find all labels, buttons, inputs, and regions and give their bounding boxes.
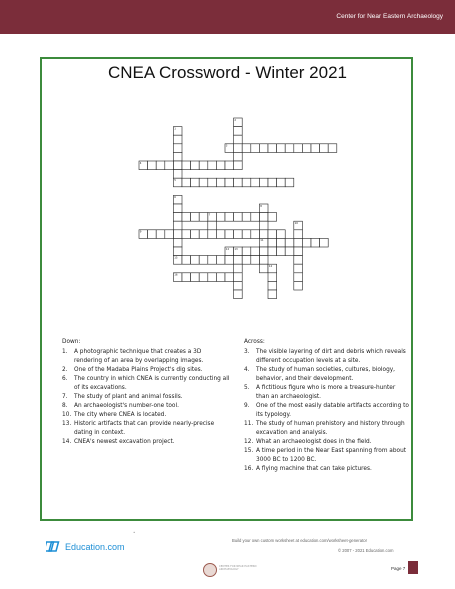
crossword-cell[interactable] — [294, 247, 303, 256]
crossword-cell[interactable] — [277, 144, 286, 153]
crossword-cell[interactable] — [156, 161, 165, 170]
crossword-cell[interactable] — [242, 213, 251, 222]
clue-number-label: 3 — [225, 144, 228, 148]
crossword-cell[interactable] — [259, 256, 268, 265]
crossword-cell[interactable] — [216, 213, 225, 222]
crossword-cell[interactable] — [277, 238, 286, 247]
crossword-cell[interactable] — [294, 273, 303, 282]
clue-text: A photographic technique that creates a 3D rendering of an area by overlapping images. — [74, 349, 204, 364]
crossword-cell[interactable] — [148, 161, 157, 170]
down-clue — [62, 402, 230, 411]
clue-text: The study of human societies, cultures, biology, behavior, and their development. — [256, 367, 396, 382]
down-heading: Down: — [62, 339, 81, 345]
cnea-seal-icon — [203, 563, 217, 577]
crossword-cell[interactable] — [208, 178, 217, 187]
crossword-cell[interactable] — [199, 161, 208, 170]
crossword-cell[interactable] — [294, 281, 303, 290]
clue-text: CNEA's newest excavation project. — [74, 439, 175, 445]
clue-number: 9. — [244, 403, 250, 409]
crossword-cell[interactable] — [285, 238, 294, 247]
crossword-cell[interactable] — [148, 230, 157, 239]
crossword-cell[interactable] — [259, 247, 268, 256]
clue-text: One of the most easily datable artifacts according to its typology. — [256, 403, 409, 418]
crossword-cell[interactable] — [277, 178, 286, 187]
crossword-cell[interactable] — [234, 144, 243, 153]
crossword-cell[interactable] — [199, 256, 208, 265]
across-clue — [244, 438, 410, 447]
crossword-cell[interactable] — [173, 144, 182, 153]
crossword-cell[interactable] — [234, 135, 243, 144]
clue-text: The study of plant and animal fossils. — [74, 394, 183, 400]
crossword-cell[interactable] — [182, 178, 191, 187]
clue-number: 14. — [62, 439, 72, 445]
clue-text: The country in which CNEA is currently conducting all of its excavations. — [74, 376, 230, 391]
crossword-cell[interactable] — [320, 238, 329, 247]
crossword-cell[interactable] — [268, 178, 277, 187]
crossword-cell[interactable] — [191, 273, 200, 282]
crossword-cell[interactable] — [251, 144, 260, 153]
crossword-cell[interactable] — [234, 290, 243, 299]
crossword-cell[interactable] — [156, 230, 165, 239]
crossword-cell[interactable] — [259, 178, 268, 187]
down-clue — [62, 411, 230, 420]
across-clue — [244, 465, 410, 474]
crossword-cell[interactable] — [182, 256, 191, 265]
crossword-cell[interactable] — [302, 144, 311, 153]
crossword-cell[interactable] — [259, 213, 268, 222]
crossword-cell[interactable] — [191, 230, 200, 239]
crossword-cell[interactable] — [268, 238, 277, 247]
clue-number: 1. — [62, 349, 68, 355]
crossword-cell[interactable] — [173, 170, 182, 179]
crossword-cell[interactable] — [173, 152, 182, 161]
clue-number-label: 16 — [174, 273, 178, 277]
crossword-cell[interactable] — [199, 178, 208, 187]
crossword-cell[interactable] — [259, 144, 268, 153]
clue-number-label: 9 — [139, 230, 142, 234]
crossword-cell[interactable] — [216, 161, 225, 170]
crossword-cell[interactable] — [225, 230, 234, 239]
education-brand: Education.com — [65, 541, 125, 552]
crossword-cell[interactable] — [173, 221, 182, 230]
clue-number: 16. — [244, 466, 254, 472]
crossword-cell[interactable] — [251, 256, 260, 265]
clue-number-label: 2 — [234, 118, 237, 122]
crossword-cell[interactable] — [268, 290, 277, 299]
crossword-cell[interactable] — [242, 247, 251, 256]
crossword-cell[interactable] — [268, 247, 277, 256]
crossword-cell[interactable] — [277, 247, 286, 256]
crossword-cell[interactable] — [311, 144, 320, 153]
crossword-cell[interactable] — [165, 230, 174, 239]
clue-text: An archaeologist's number-one tool. — [74, 403, 179, 409]
clue-number-label: 10 — [294, 222, 298, 225]
clue-number: 12. — [244, 439, 254, 445]
clue-text: The visible layering of dirt and debris which reveals different occupation levels at a site. — [256, 349, 406, 364]
crossword-cell[interactable] — [234, 152, 243, 161]
crossword-cell[interactable] — [216, 178, 225, 187]
crossword-cell[interactable] — [225, 213, 234, 222]
across-clues — [244, 338, 410, 474]
crossword-cell[interactable] — [191, 256, 200, 265]
crossword-cell[interactable] — [268, 213, 277, 222]
across-clue — [244, 366, 410, 384]
clue-number: 3. — [244, 349, 250, 355]
crossword-cell[interactable] — [277, 230, 286, 239]
clue-number: 11. — [244, 421, 254, 427]
crossword-cell[interactable] — [242, 178, 251, 187]
crossword-cell[interactable] — [268, 144, 277, 153]
clue-text: The study of human prehistory and history through excavation and analysis. — [256, 421, 405, 436]
clue-text: The city where CNEA is located. — [74, 412, 167, 418]
crossword-cell[interactable] — [173, 204, 182, 213]
crossword-cell[interactable] — [216, 273, 225, 282]
crossword-cell[interactable] — [285, 144, 294, 153]
crossword-cell[interactable] — [173, 161, 182, 170]
down-clue — [62, 375, 230, 393]
clue-text: A fictitious figure who is more a treasure-hunter than an archaeologist. — [256, 385, 396, 400]
page-marker — [408, 561, 418, 574]
crossword-cell[interactable] — [182, 230, 191, 239]
clue-number-label: 1 — [174, 127, 176, 131]
clue-text: A time period in the Near East spanning from about 3000 BC to 1200 BC. — [256, 448, 407, 463]
crossword-cell[interactable] — [208, 161, 217, 170]
clue-number-label: 7 — [208, 213, 211, 217]
crossword-cell[interactable] — [234, 127, 243, 136]
crossword-cell[interactable] — [173, 230, 182, 239]
crossword-cell[interactable] — [182, 213, 191, 222]
clue-number: 6. — [62, 376, 68, 382]
crossword-cell[interactable] — [268, 281, 277, 290]
clue-number: 7. — [62, 394, 68, 400]
crossword-cell[interactable] — [234, 281, 243, 290]
crossword-cell[interactable] — [234, 213, 243, 222]
clue-number-label: 14 — [268, 265, 273, 268]
crossword-cell[interactable] — [225, 273, 234, 282]
clue-number: 5. — [244, 385, 250, 391]
separator-dot: • — [133, 530, 136, 535]
clue-number-label: 5 — [174, 179, 176, 182]
org-name: Center for Near Eastern Archaeology — [336, 13, 443, 20]
crossword-cell[interactable] — [294, 230, 303, 239]
crossword-cell[interactable] — [225, 178, 234, 187]
crossword-cell[interactable] — [294, 238, 303, 247]
copyright-text: © 2007 - 2021 Education.com — [338, 548, 394, 553]
across-clue — [244, 402, 410, 420]
clue-number-label: 8 — [260, 204, 262, 208]
crossword-cell[interactable] — [173, 247, 182, 256]
crossword-cell[interactable] — [259, 221, 268, 230]
crossword-cell[interactable] — [173, 213, 182, 222]
clue-number: 15. — [244, 448, 254, 454]
clue-number-label: 15 — [174, 256, 178, 260]
crossword-cell[interactable] — [285, 178, 294, 187]
clue-number-label: 12 — [225, 247, 230, 251]
crossword-cell[interactable] — [259, 230, 268, 239]
down-clue — [62, 348, 230, 366]
clue-number-label: 11 — [260, 239, 264, 243]
down-clues — [62, 338, 230, 447]
crossword-cell[interactable] — [242, 230, 251, 239]
clue-number: 4. — [244, 367, 250, 373]
down-clue — [62, 438, 230, 447]
across-clue — [244, 420, 410, 438]
clue-text: One of the Madaba Plains Project's dig sites. — [74, 367, 203, 373]
crossword-cell[interactable] — [208, 273, 217, 282]
clue-text: What an archaeologist does in the field. — [256, 439, 372, 445]
crossword-cell[interactable] — [234, 230, 243, 239]
crossword-cell[interactable] — [328, 144, 337, 153]
clue-number: 8. — [62, 403, 68, 409]
education-logo-icon — [46, 540, 62, 553]
crossword-cell[interactable] — [216, 230, 225, 239]
crossword-cell[interactable] — [242, 144, 251, 153]
across-heading: Across: — [244, 339, 265, 345]
crossword-cell[interactable] — [173, 135, 182, 144]
crossword-cell[interactable] — [199, 230, 208, 239]
crossword-cell[interactable] — [199, 273, 208, 282]
crossword-cell[interactable] — [251, 230, 260, 239]
crossword-cell[interactable] — [191, 161, 200, 170]
clue-number: 10. — [62, 412, 72, 418]
across-clue — [244, 447, 410, 465]
crossword-cell[interactable] — [191, 178, 200, 187]
crossword-cell[interactable] — [242, 256, 251, 265]
down-clue — [62, 393, 230, 402]
crossword-cell[interactable] — [251, 178, 260, 187]
education-logo — [46, 540, 125, 553]
crossword-cell[interactable] — [234, 178, 243, 187]
crossword-cell[interactable] — [216, 256, 225, 265]
crossword-cell[interactable] — [285, 247, 294, 256]
crossword-cell[interactable] — [234, 256, 243, 265]
clue-number-label: 13 — [234, 247, 238, 251]
crossword-cell[interactable] — [199, 213, 208, 222]
clue-text: A flying machine that can take pictures. — [256, 466, 372, 472]
crossword-cell[interactable] — [191, 213, 200, 222]
crossword-cell[interactable] — [294, 264, 303, 273]
crossword-cell[interactable] — [182, 273, 191, 282]
crossword-cell[interactable] — [208, 221, 217, 230]
crossword-cell[interactable] — [251, 213, 260, 222]
crossword-cell[interactable] — [251, 247, 260, 256]
crossword-cell[interactable] — [320, 144, 329, 153]
seal-text: CENTER FOR NEAR EASTERN ARCHAEOLOGY — [219, 565, 257, 571]
crossword-cell[interactable] — [268, 230, 277, 239]
crossword-cell[interactable] — [173, 238, 182, 247]
page-number: Page 7 — [391, 566, 406, 571]
crossword-cell[interactable] — [302, 238, 311, 247]
clue-number-label: 4 — [139, 161, 142, 165]
crossword-cell[interactable] — [234, 273, 243, 282]
crossword-cell[interactable] — [268, 273, 277, 282]
build-text: Build your own custom worksheet at education.com/worksheet-generator — [232, 538, 367, 543]
crossword-cell[interactable] — [234, 264, 243, 273]
page-title: CNEA Crossword - Winter 2021 — [107, 63, 348, 82]
across-clue — [244, 384, 410, 402]
clue-number: 13. — [62, 421, 72, 427]
crossword-cell[interactable] — [165, 161, 174, 170]
crossword-cell[interactable] — [311, 238, 320, 247]
crossword-cell[interactable] — [294, 256, 303, 265]
crossword-cell[interactable] — [294, 144, 303, 153]
down-clue — [62, 366, 230, 375]
clue-text: Historic artifacts that can provide nearly-precise dating in context. — [74, 421, 215, 436]
clue-number: 2. — [62, 367, 68, 373]
crossword-cell[interactable] — [208, 230, 217, 239]
crossword-cell[interactable] — [234, 161, 243, 170]
crossword-cell[interactable] — [182, 161, 191, 170]
clue-number-label: 6 — [174, 196, 176, 200]
crossword-cell[interactable] — [208, 256, 217, 265]
crossword-cell[interactable] — [225, 161, 234, 170]
across-clue — [244, 348, 410, 366]
crossword-cell[interactable] — [225, 256, 234, 265]
crossword-cell[interactable] — [259, 264, 268, 273]
down-clue — [62, 420, 230, 438]
